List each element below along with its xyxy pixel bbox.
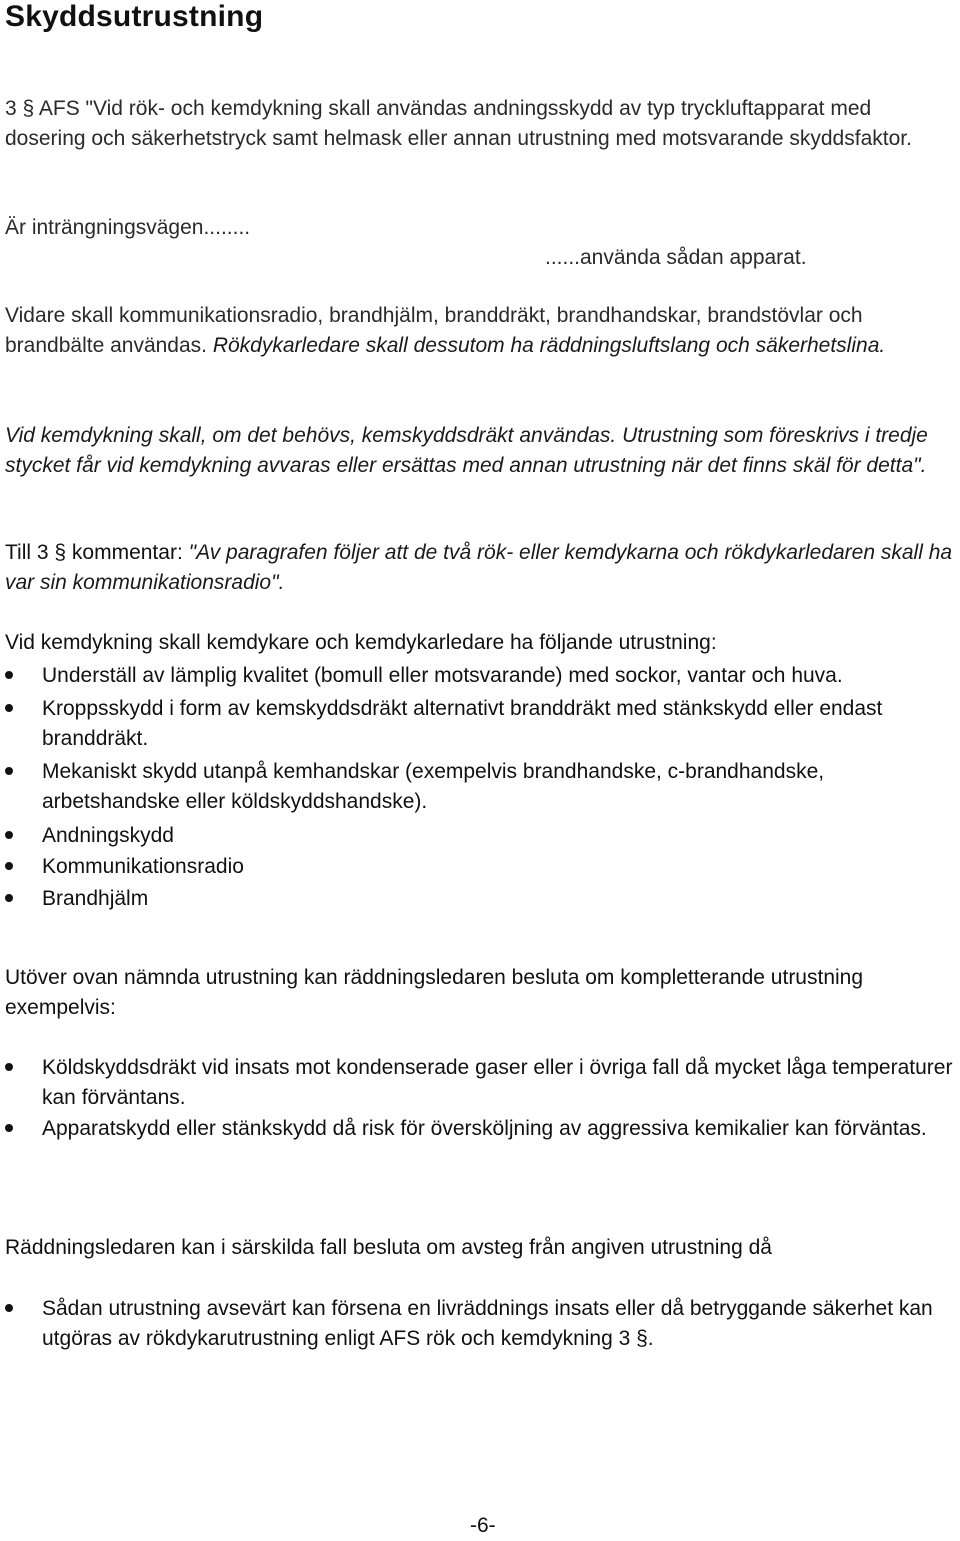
list-item: Brandhjälm — [5, 884, 953, 914]
list-item: Kroppsskydd i form av kemskyddsdräkt alternativt branddräkt med stänkskydd eller endast branddräkt. — [5, 694, 953, 753]
chemical-equipment-intro: Vid kemdykning skall kemdykare och kemdykarledare ha följande utrustning: — [5, 631, 717, 654]
additional-equipment-list — [5, 1053, 953, 1144]
smoke-leader-text: Rökdykarledare skall dessutom ha räddningsluftslang och säkerhetslina. — [207, 333, 886, 357]
paragraph-additional-equipment: Utöver ovan nämnda utrustning kan räddningsledaren besluta om kompletterande utrustning exempelvis: — [5, 966, 864, 1019]
page-title: Skyddsutrustning — [5, 0, 264, 33]
list-item: Sådan utrustning avsevärt kan försena en livräddnings insats eller då betryggande säkerhet kan utgöras av rökdykarutrustning enligt AFS rök och kemdykning 3 §. — [5, 1294, 953, 1353]
list-item: Kommunikationsradio — [5, 852, 953, 882]
exemption-list — [5, 1294, 953, 1353]
list-item: Apparatskydd eller stänkskydd då risk för översköljning av aggressiva kemikalier kan förväntas. — [5, 1114, 953, 1144]
paragraph-entry-route — [5, 213, 953, 272]
list-item: Andningskydd — [5, 821, 953, 851]
paragraph-equipment — [5, 301, 953, 360]
paragraph-chemical-equipment — [5, 628, 953, 913]
page-number: -6- — [470, 1514, 496, 1537]
entry-route-continuation: ......använda sådan apparat. — [545, 245, 807, 269]
equipment-text: Vidare skall kommunikationsradio, brandhjälm, branddräkt, brandhandskar, brandstövlar och brandbälte användas. — [5, 304, 863, 357]
list-item: Mekaniskt skydd utanpå kemhandskar (exempelvis brandhandske, c-brandhandske, arbetshandske eller köldskyddshandske). — [5, 757, 953, 816]
exemption-section — [5, 1294, 953, 1353]
chemical-suit-text: Vid kemdykning skall, om det behövs, kemskyddsdräkt användas. — [5, 424, 617, 447]
paragraph-afs-quote: 3 § AFS "Vid rök- och kemdykning skall användas andningsskydd av typ tryckluftapparat med dosering och säkerhetstryck samt helmask eller annan utrustning med motsvarande skyddsfaktor. — [5, 97, 912, 150]
paragraph-chemical-diving — [5, 421, 953, 480]
commentary-label: Till 3 § kommentar: — [5, 541, 183, 564]
paragraph-commentary — [5, 538, 953, 597]
equipment-exception-text: Utrustning som föreskrivs i tredje stycket får vid kemdykning avvaras eller ersättas med annan utrustning när det finns skäl för detta". — [5, 424, 928, 477]
paragraph-exemption: Räddningsledaren kan i särskilda fall besluta om avsteg från angiven utrustning då — [5, 1236, 772, 1259]
additional-equipment-section — [5, 1053, 953, 1144]
chemical-equipment-list — [5, 661, 953, 914]
list-item: Underställ av lämplig kvalitet (bomull eller motsvarande) med sockor, vantar och huva. — [5, 661, 953, 691]
list-item: Köldskyddsdräkt vid insats mot kondenserade gaser eller i övriga fall då mycket låga temperaturer kan förväntans. — [5, 1053, 953, 1112]
commentary-text: "Av paragrafen följer att de två rök- eller kemdykarna och rökdykarledaren skall ha var sin kommunikationsradio". — [5, 541, 953, 594]
entry-route-line: Är inträngningsvägen........ — [5, 216, 251, 239]
